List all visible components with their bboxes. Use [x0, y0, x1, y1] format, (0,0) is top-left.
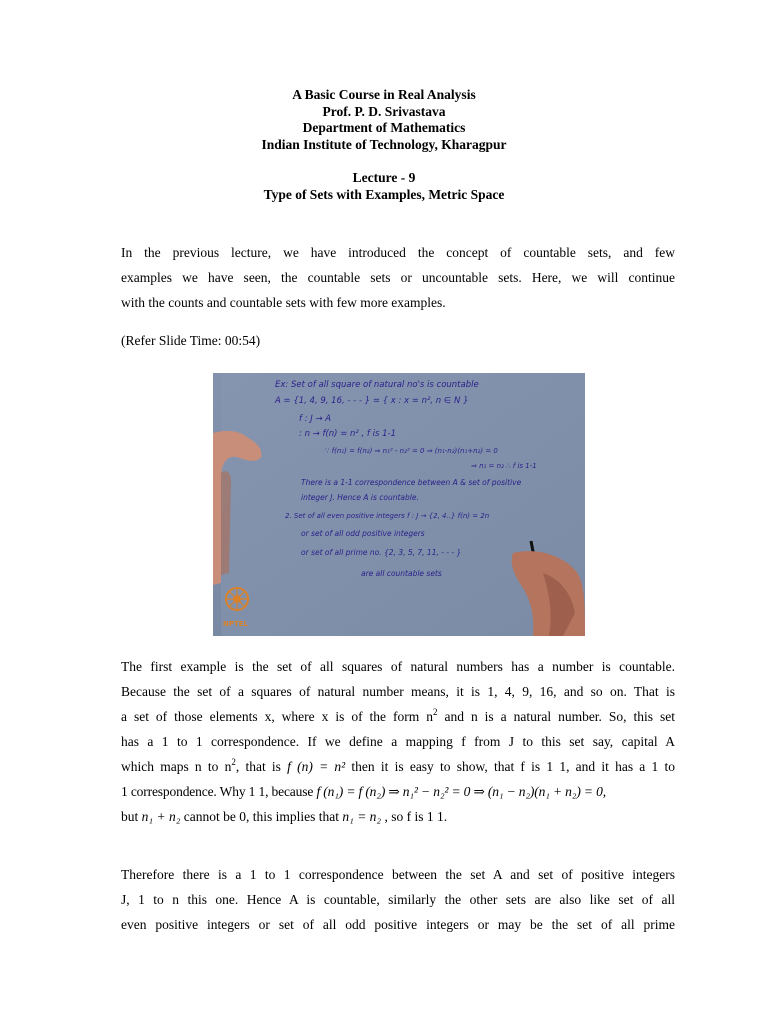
slide-note-5: ∵ f(n₁) = f(n₂) ⇒ n₁² - n₂² = 0 ⇒ (n₁-n₂)(n₁+n₂) = 0: [325, 447, 498, 455]
para2-line-1: The first example is the set of all squares of natural numbers has a number is countable.: [121, 659, 675, 674]
slide-note-9: 2. Set of all even positive integers f : J → {2, 4..} f(n) = 2n: [285, 512, 490, 520]
refer-slide-time: (Refer Slide Time: 00:54): [121, 333, 261, 348]
slide-note-7: There is a 1-1 correspondence between A & set of positive: [301, 478, 522, 487]
para3-line-2: J, 1 to n this one. Hence A is countable, similarly the other sets are also like set of all: [121, 892, 675, 907]
lecture-number: Lecture - 9: [352, 170, 416, 185]
slide-canvas: [213, 373, 585, 636]
slide-note-1: Ex: Set of all square of natural no's is countable: [275, 380, 479, 390]
institute-name: Indian Institute of Technology, Kharagpur: [261, 136, 507, 152]
body-paragraph-1: [121, 654, 675, 829]
slide-note-8: integer J. Hence A is countable.: [301, 493, 419, 502]
para2-line-5: which maps n to $n^2$, that is f (n) = n² then it is easy to show, that f is 1 1, and it has a 1 to: [121, 757, 675, 774]
svg-text:NPTEL: NPTEL: [223, 620, 249, 628]
lecture-slide-image: [213, 373, 585, 636]
para2-line-3: a set of those elements x, where x is of the form $n^2$ and n is a natural number. So, this set: [121, 707, 675, 724]
slide-note-4: : n → f(n) = n² , f is 1-1: [299, 429, 396, 439]
department-name: Department of Mathematics: [302, 120, 466, 135]
para2-line-7: but n₁ + n₂ cannot be 0, this implies that n₁ = n₂ , so f is 1 1.: [121, 809, 448, 824]
professor-name: Prof. P. D. Srivastava: [322, 103, 446, 119]
para2-line-6: 1 correspondence. Why 1 1, because f (n₁) = f (n₂) ⇒ n₁² − n₂² = 0 ⇒ (n₁ − n₂)(n₁ + n₂) = 0,: [121, 784, 606, 799]
slide-note-11: or set of all prime no. {2, 3, 5, 7, 11, - - - }: [301, 548, 462, 557]
slide-note-12: are all countable sets: [361, 569, 442, 578]
intro-line-2: examples we have seen, the countable sets or uncountable sets. Here, we will continue: [121, 270, 675, 285]
course-title: A Basic Course in Real Analysis: [292, 87, 476, 102]
para2-line-2: Because the set of a squares of natural number means, it is 1, 4, 9, 16, and so on. That is: [121, 684, 675, 699]
lecture-title: Type of Sets with Examples, Metric Space: [263, 186, 505, 202]
para3-line-3: even positive integers or set of all odd positive integers or may be the set of all prime: [121, 917, 675, 932]
para2-line-4: has a 1 to 1 correspondence. If we define a mapping f from J to this set say, capital A: [121, 734, 675, 749]
body-paragraph-2: [121, 862, 675, 937]
intro-paragraph: [121, 240, 675, 315]
slide-note-3: f : J → A: [299, 414, 332, 424]
para3-line-1: Therefore there is a 1 to 1 correspondence between the set A and set of positive integers: [121, 867, 675, 882]
slide-note-10: or set of all odd positive integers: [301, 529, 425, 538]
intro-line-3: with the counts and countable sets with few more examples.: [121, 295, 446, 310]
slide-note-2: A = {1, 4, 9, 16, - - - } = { x : x = n², n ∈ N }: [275, 396, 469, 406]
slide-note-6: ⇒ n₁ = n₂ ∴ f is 1-1: [471, 462, 537, 470]
document-header: [0, 87, 768, 203]
intro-line-1: In the previous lecture, we have introduced the concept of countable sets, and few: [121, 245, 675, 260]
